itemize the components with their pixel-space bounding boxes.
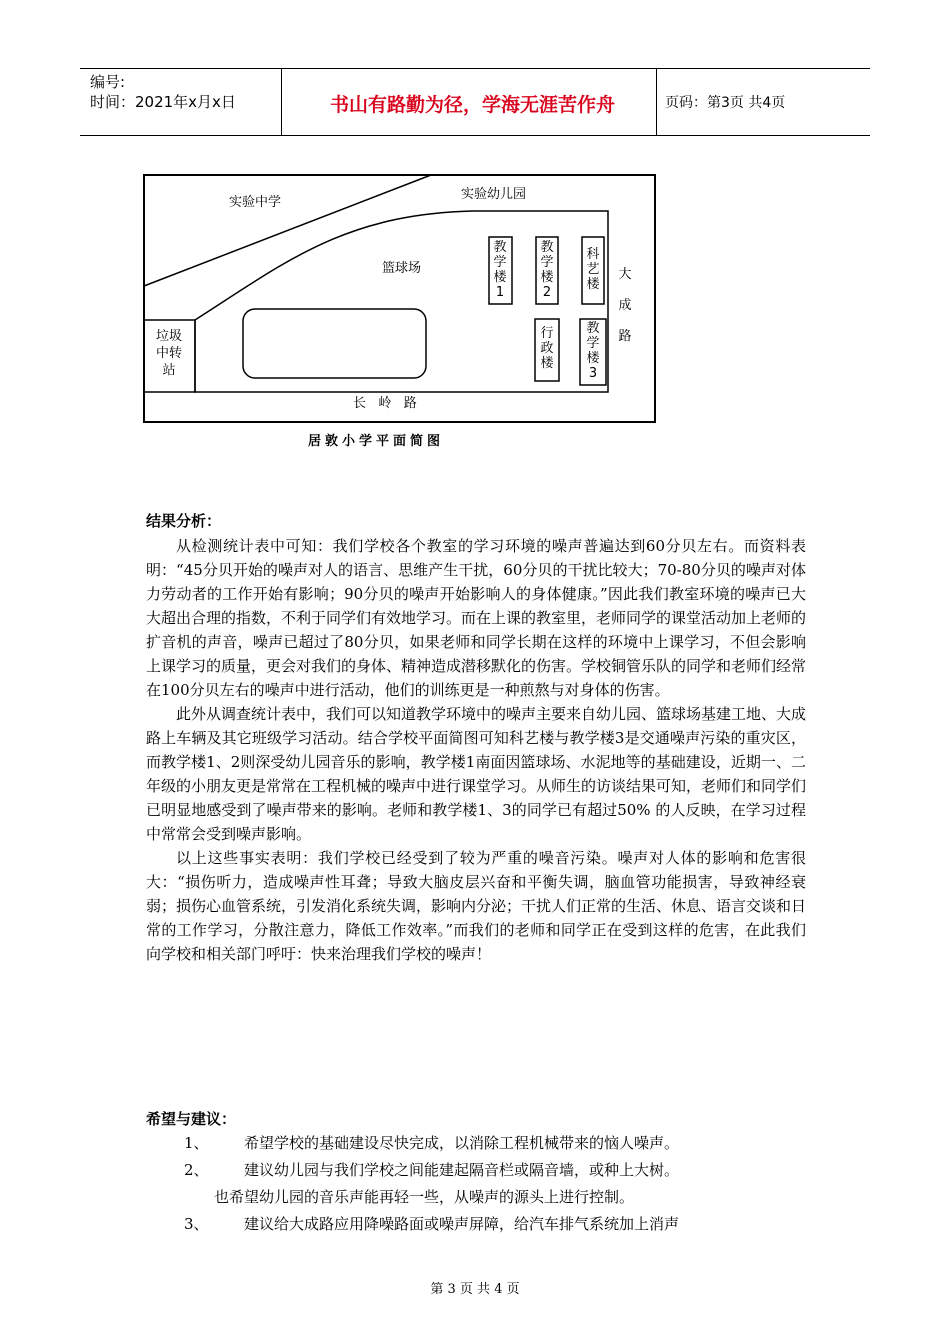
suggestions-list (146, 1130, 808, 1238)
list-item (146, 1211, 808, 1238)
header-bottom-rule (80, 135, 870, 136)
doc-date-label: 时间：2021年x月x日 (90, 93, 236, 111)
list-item (146, 1157, 808, 1211)
analysis-heading: 结果分析： (146, 512, 222, 530)
doc-number-label: 编号: (90, 73, 126, 91)
label-middle-school: 实验中学 (229, 195, 282, 210)
label-changling-road: 长 岭 路 (353, 396, 417, 411)
suggestion-text: 建议幼儿园与我们学校之间能建起隔音栏或隔音墙，或种上大树。 (244, 1161, 680, 1179)
analysis-paragraph-3: 以上这些事实表明：我们学校已经受到了较为严重的噪音污染。噪声对人体的影响和危害很大：“损伤听力，造成噪声性耳聋；导致大脑皮层兴奋和平衡失调，脑血管功能损害，导致神经衰弱；损伤心血管系统，引发消化系统失调，影响内分泌；干扰人们正常的生活、休息、语言交谈和日常的工作学习，分散注意力，降低工作效率。”而我们的老师和同学正在受到这样的危害，在此我们向学校和相关部门呼吁：快来治理我们学校的噪声！ (146, 849, 807, 963)
label-building-1: 教学楼1 (493, 240, 507, 300)
header-page-label: 页码：第3页 共4页 (665, 95, 786, 111)
map-caption: 居敦小学平面简图 (308, 434, 445, 449)
suggestion-number: 2、 (184, 1161, 209, 1179)
suggestion-text: 建议给大成路应用降噪路面或噪声屏障，给汽车排气系统加上消声 (244, 1215, 680, 1233)
suggestion-text: 希望学校的基础建设尽快完成，以消除工程机械带来的恼人噪声。 (244, 1134, 680, 1152)
page-footer: 第 3 页 共 4 页 (430, 1282, 520, 1297)
suggestion-number: 1、 (184, 1134, 209, 1152)
analysis-paragraph-1: 从检测统计表中可知：我们学校各个教室的学习环境的噪声普遍达到60分贝左右。而资料表明：“45分贝开始的噪声对人的语言、思维产生干扰，60分贝的干扰比较大；70-80分贝的噪声对体力劳动者的工作开始有影响；90分贝的噪声开始影响人的身体健康。”因此我们教室环境的噪声已大大超出合理的指数，不利于同学们有效地学习。而在上课的教室里，老师同学的课堂活动加上老师的扩音机的声音，噪声已超过了80分贝，如果老师和同学长期在这样的环境中上课学习，不但会影响上课学习的质量，更会对我们的身体、精神造成潜移默化的伤害。学校铜管乐队的同学和老师们经常在100分贝左右的噪声中进行活动，他们的训练更是一种煎熬与对身体的伤害。 (146, 537, 807, 699)
map-lines (143, 174, 656, 423)
label-building-3: 教学楼3 (586, 321, 600, 381)
suggestion-number: 3、 (184, 1215, 209, 1233)
header-divider-left (281, 68, 282, 136)
label-kindergarten: 实验幼儿园 (461, 187, 527, 202)
suggestions-heading: 希望与建议： (146, 1110, 237, 1128)
label-basketball-court: 篮球场 (382, 261, 422, 276)
page-header (80, 68, 870, 136)
label-dacheng-road: 大成路 (618, 267, 632, 344)
analysis-paragraph-2: 此外从调查统计表中，我们可以知道教学环境中的噪声主要来自幼儿园、篮球场基建工地、大成路上车辆及其它班级学习活动。结合学校平面简图可知科艺楼与教学楼3是交通噪声污染的重灾区，而教学楼1、2则深受幼儿园音乐的影响，教学楼1南面因篮球场、水泥地等的基础建设，近期一、二年级的小朋友更是常常在工程机械的噪声中进行课堂学习。从师生的访谈结果可知，老师们和同学们已明显地感受到了噪声带来的影响。老师和教学楼1、3的同学已有超过50% 的人反映，在学习过程中常常会受到噪声影响。 (146, 705, 807, 843)
label-admin-building: 行政楼 (540, 326, 554, 371)
label-arts-building: 科艺楼 (586, 247, 600, 292)
analysis-body (146, 534, 806, 966)
school-map (143, 174, 656, 423)
header-motto: 书山有路勤为径，学海无涯苦作舟 (329, 94, 615, 116)
header-left-block (90, 72, 236, 112)
list-item (146, 1130, 808, 1157)
suggestion-continuation: 也希望幼儿园的音乐声能再轻一些，从噪声的源头上进行控制。 (214, 1188, 635, 1206)
header-top-rule (80, 68, 870, 69)
label-building-2: 教学楼2 (540, 240, 554, 300)
label-garbage-station: 垃圾中转站 (155, 329, 182, 378)
